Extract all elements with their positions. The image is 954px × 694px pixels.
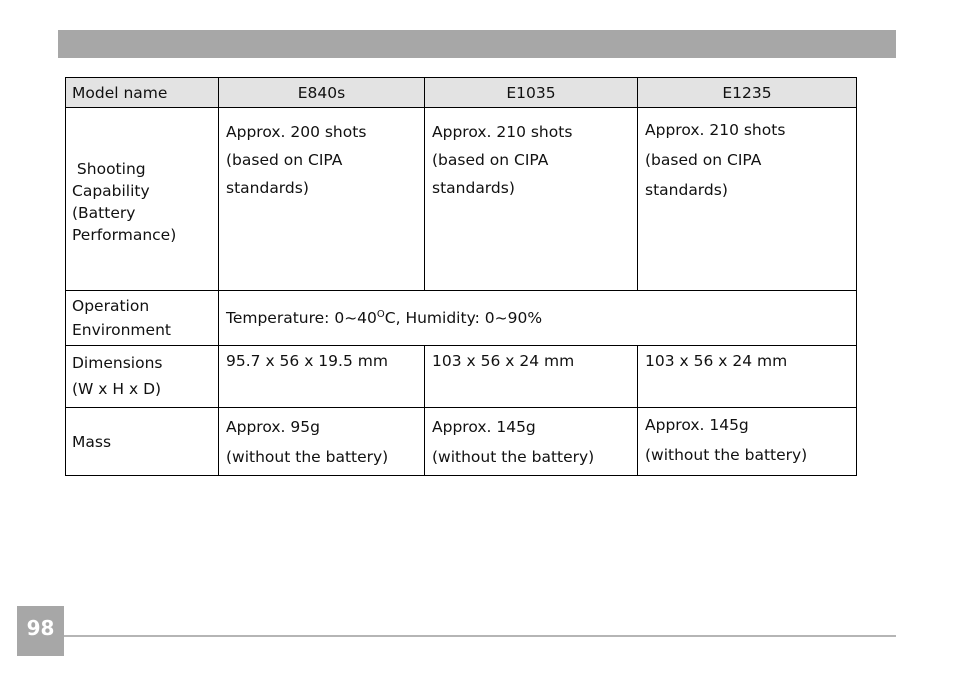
table-row-shooting-capability [66, 108, 857, 291]
footer-divider [64, 635, 896, 637]
shooting-capability-e840s: Approx. 200 shots (based on CIPA standards) [219, 108, 425, 291]
mass-e1035: Approx. 145g (without the battery) [425, 408, 638, 476]
page-number: 98 [17, 606, 64, 656]
dimensions-e1235: 103 x 56 x 24 mm [638, 346, 857, 408]
dimensions-label: Dimensions (W x H x D) [66, 346, 219, 408]
shooting-capability-label: Shooting Capability (Battery Performance) [66, 108, 219, 291]
model-name-label: Model name [66, 78, 219, 108]
table-row-operation-environment [66, 291, 857, 346]
model-e840s: E840s [219, 78, 425, 108]
mass-label: Mass [66, 408, 219, 476]
table-row-dimensions [66, 346, 857, 408]
degree-symbol: O [376, 309, 385, 320]
table-header-row [66, 78, 857, 108]
mass-e1235: Approx. 145g (without the battery) [638, 408, 857, 476]
specifications-table [65, 77, 857, 476]
operation-environment-value: Temperature: $0\sim 40^OC$, Humidity: 0~90% [219, 291, 857, 346]
model-e1235: E1235 [638, 78, 857, 108]
shooting-capability-e1035: Approx. 210 shots (based on CIPA standards) [425, 108, 638, 291]
operation-environment-label: Operation Environment [66, 291, 219, 346]
header-bar [58, 30, 896, 58]
model-e1035: E1035 [425, 78, 638, 108]
mass-e840s: Approx. 95g (without the battery) [219, 408, 425, 476]
dimensions-e840s: 95.7 x 56 x 19.5 mm [219, 346, 425, 408]
dimensions-e1035: 103 x 56 x 24 mm [425, 346, 638, 408]
table-row-mass [66, 408, 857, 476]
shooting-capability-e1235: Approx. 210 shots (based on CIPA standards) [638, 108, 857, 291]
